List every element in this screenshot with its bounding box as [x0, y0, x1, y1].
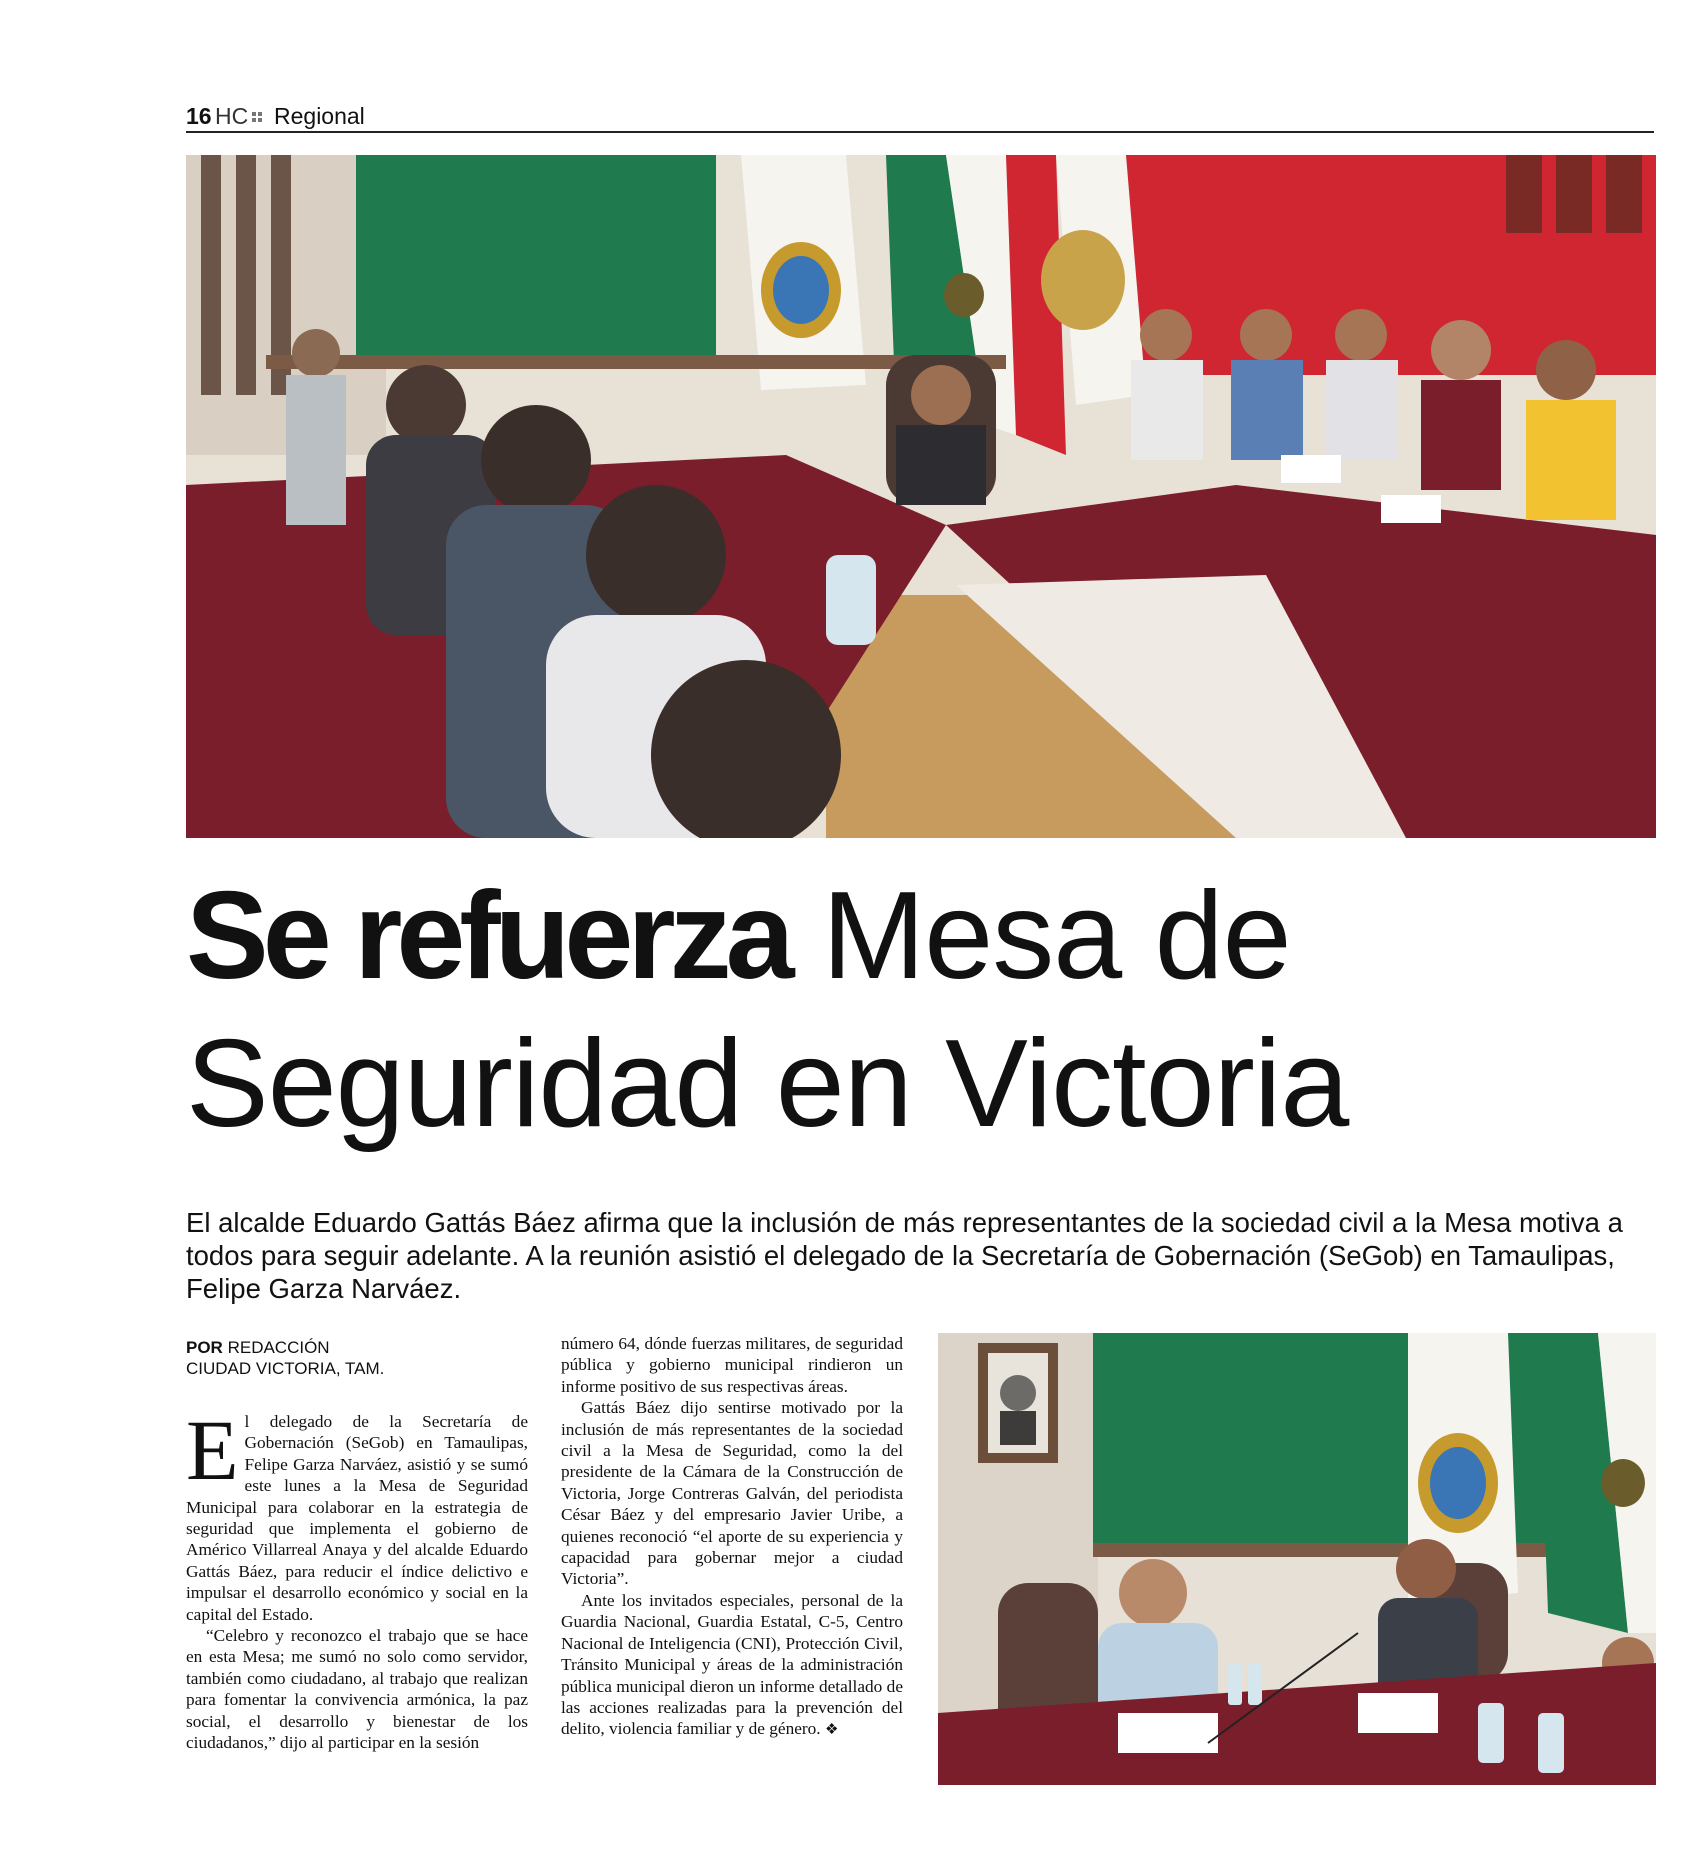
page-number: 16: [186, 103, 212, 129]
separator-icon: [252, 112, 262, 122]
headline-line1: Mesa de: [822, 867, 1291, 1005]
article-paragraph: Ante los invitados especiales, personal de la Guardia Nacional, Guardia Estatal, C-5, Centro Nacional de Inteligencia (CNI), Protección Civil, Tránsito Municipal y áreas de la administración pública municipal dieron un informe detallado de las acciones realizadas para la prevención del delito, violencia familiar y de género. ❖: [561, 1590, 903, 1739]
publication-name: HC: [215, 103, 249, 129]
byline-author: REDACCIÓN: [227, 1338, 330, 1357]
section-name: Regional: [274, 103, 365, 129]
dateline: CIUDAD VICTORIA, TAM.: [186, 1359, 385, 1378]
headline-line2: Seguridad en Victoria: [186, 1015, 1349, 1153]
end-mark-icon: ❖: [824, 1722, 839, 1739]
headline-bold: Se refuerza: [186, 867, 789, 1005]
article-column-2: [561, 1333, 903, 1742]
deck: El alcalde Eduardo Gattás Báez afirma que la inclusión de más representantes de la sociedad civil a la Mesa motiva a todos para seguir adelante. A la reunión asistió el delegado de la Secretaría de Gobernación (SeGob) en Tamaulipas, Felipe Garza Narváez.: [186, 1207, 1623, 1304]
byline-prefix: POR: [186, 1338, 223, 1357]
article-column-1: [186, 1402, 528, 1754]
byline: [186, 1337, 384, 1379]
headline: [186, 862, 1656, 1158]
article-paragraph: Gattás Báez dijo sentirse motivado por la inclusión de más representantes de la sociedad civil a la Mesa de Seguridad, como la del presidente de la Cámara de la Construcción de Victoria, Jorge Contreras Galván, del periodista César Báez y del empresario Javier Uribe, a quienes reconoció “el aporte de su experiencia y capacidad para gobernar mejor a ciudad Victoria”.: [561, 1398, 903, 1589]
article-paragraph: número 64, dónde fuerzas militares, de seguridad pública y gobierno municipal rindieron un informe positivo de sus respectivas áreas.: [561, 1334, 903, 1396]
main-photo: [186, 155, 1656, 838]
article-paragraph: “Celebro y reconozco el trabajo que se hace en esta Mesa; me sumó no solo como servidor, también como ciudadano, al trabajo que realizan para fomentar la convivencia armónica, la paz social, el desarrollo y bienestar de los ciudadanos,” dijo al participar en la sesión: [186, 1626, 528, 1753]
drop-cap: E: [186, 1402, 239, 1498]
page-header: [186, 101, 1654, 133]
secondary-photo: [938, 1333, 1656, 1785]
article-paragraph: El delegado de la Secretaría de Gobernación (SeGob) en Tamaulipas, Felipe Garza Narváez, asistió y se sumó este lunes a la Mesa de Seguridad Municipal para colaborar en la estrategia de seguridad que implementa el gobierno de Américo Villarreal Anaya y del alcalde Eduardo Gattás Báez, para reducir el índice delictivo e impulsar el desarrollo económico y social en la capital del Estado.: [186, 1402, 528, 1624]
